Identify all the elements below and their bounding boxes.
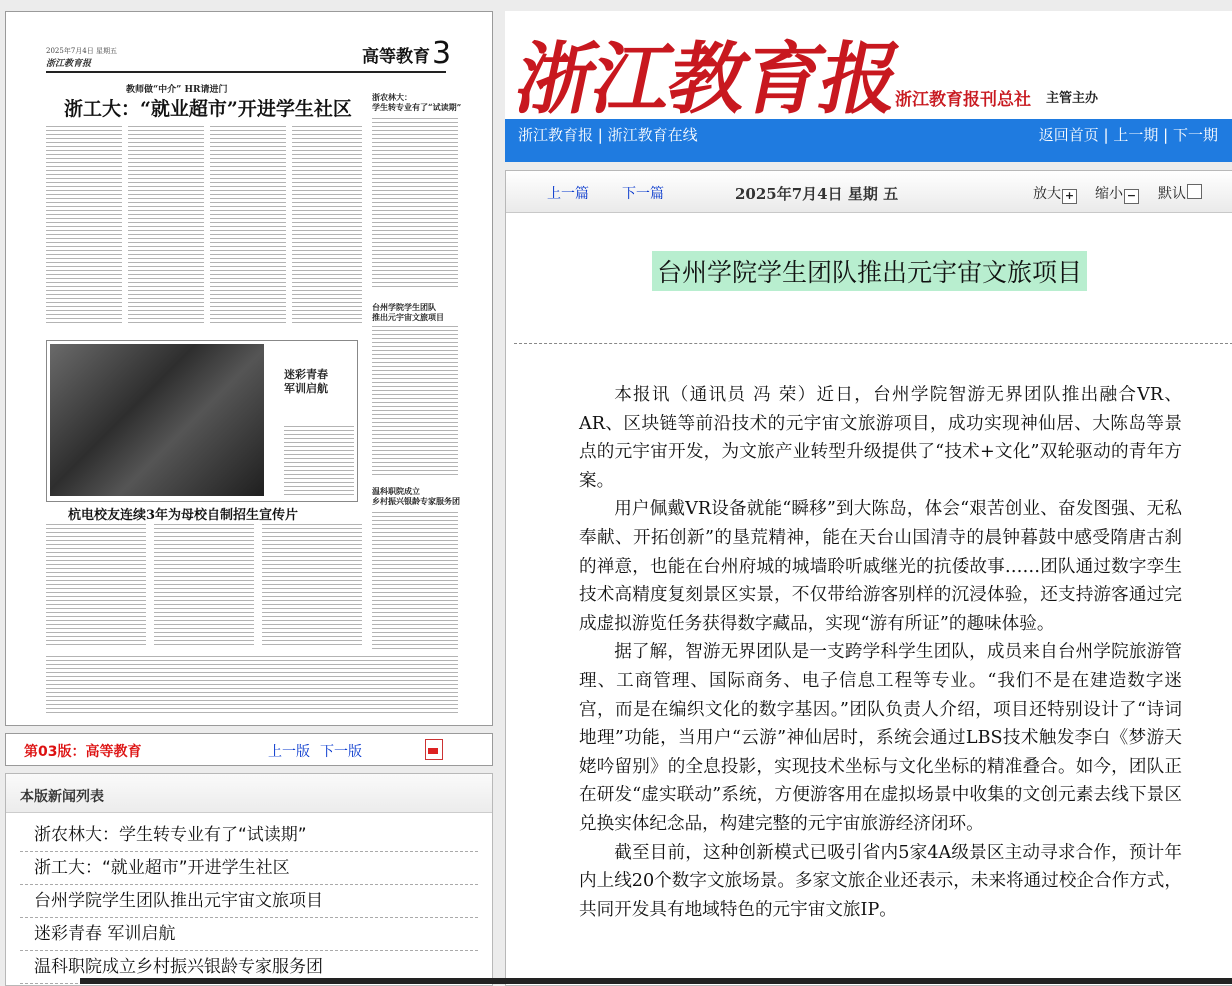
text-column: [292, 126, 362, 326]
story-headline[interactable]: 浙工大：“就业超市”开进学生社区: [64, 98, 352, 120]
plus-icon[interactable]: +: [1062, 189, 1077, 204]
article-paragraph: 本报讯（通讯员 冯 荣）近日，台州学院智游无界团队推出融合VR、AR、区块链等前沿技术的元宇宙文旅游项目，成功实现神仙居、大陈岛等景点的元宇宙开发，为文旅产业转型升级提供了“技术+文化”双轮驱动的青年方案。: [579, 385, 1182, 491]
text-column: [46, 126, 122, 326]
page-section-number: 3: [432, 36, 452, 71]
news-list-item-link[interactable]: 台州学院学生团队推出元宇宙文旅项目: [34, 891, 323, 911]
zoom-default-label: 默认: [1158, 186, 1186, 202]
home-link[interactable]: 返回首页: [1038, 126, 1099, 144]
edition-label: 第03版：高等教育: [24, 744, 142, 760]
news-list-item[interactable]: [20, 918, 478, 951]
text-column: [372, 326, 458, 476]
article-title: 台州学院学生团队推出元宇宙文旅项目: [652, 251, 1087, 291]
newspaper-page-thumbnail[interactable]: [5, 11, 493, 726]
page-masthead: 浙江教育报: [46, 59, 92, 69]
pdf-icon[interactable]: [425, 739, 443, 760]
logo-banner: [505, 11, 1232, 125]
newspaper-page-image[interactable]: [16, 26, 482, 716]
story-kicker: 教师做“中介” HR请进门: [126, 85, 228, 95]
checkbox-icon[interactable]: [1187, 184, 1202, 199]
prev-edition-link[interactable]: 上一版: [268, 744, 310, 760]
side-story-headline[interactable]: 温科职院成立 乡村振兴银龄专家服务团: [372, 486, 460, 506]
text-column: [46, 656, 458, 716]
edition-nav: [5, 733, 493, 766]
text-column: [128, 126, 204, 326]
article-title-wrap: [506, 251, 1232, 291]
article-paragraph: 据了解，智游无界团队是一支跨学科学生团队，成员来自台州学院旅游管理、工商管理、国际商务、电子信息工程等专业。“我们不是在建造数字迷宫，而是在编织文化的数字基因。”团队负责人介绍，项目还特别设计了“诗词地理”功能，当用户“云游”神仙居时，系统会通过LBS技术触发李白《梦游天姥吟留别》的全息投影，实现技术坐标与文化坐标的精准叠合。如今，团队正在研发“虚实联动”系统，方便游客用在虚拟场景中收集的文创元素去线下景区兑换实体纪念品，构建完整的元宇宙旅游经济闭环。: [579, 642, 1182, 834]
news-list-item[interactable]: [20, 885, 478, 918]
minus-icon[interactable]: −: [1124, 189, 1139, 204]
text-column: [262, 524, 362, 648]
publisher-name: 浙江教育报刊总社: [895, 90, 1031, 110]
side-story-headline[interactable]: 浙农林大： 学生转专业有了“试读期”: [372, 92, 462, 112]
newspaper-logo[interactable]: 浙江教育报: [507, 34, 908, 125]
zoom-in-label: 放大: [1033, 186, 1061, 202]
zoom-out-label: 缩小: [1095, 186, 1123, 202]
publisher-role: 主管主办: [1046, 91, 1099, 106]
page-rule: [46, 71, 446, 73]
page-section-title: 高等教育: [362, 47, 430, 67]
story-headline-2[interactable]: 杭电校友连续3年为母校自制招生宣传片: [68, 508, 299, 523]
news-list-title: 本版新闻列表: [20, 789, 104, 805]
page-date: 2025年7月4日 星期五: [46, 47, 117, 55]
military-training-photo[interactable]: [50, 344, 264, 496]
article-paragraph: 用户佩戴VR设备就能“瞬移”到大陈岛，体会“艰苦创业、奋发图强、无私奉献、开拓创新”的垦荒精神，能在天台山国清寺的晨钟暮鼓中感受隋唐古刹的禅意，也能在台州府城的城墙聆听戚继光的抗倭故事……团队通过数字孪生技术高精度复刻景区实景，不仅带给游客别样的沉浸体验，还支持游客通过完成虚拟游览任务获得数字藏品，实现“游有所证”的趣味体验。: [579, 499, 1182, 634]
title-divider: [514, 343, 1232, 344]
news-list-item-link[interactable]: 温科职院成立乡村振兴银龄专家服务团: [34, 957, 323, 977]
issue-nav: 返回首页 | 上一期 | 下一期: [1038, 126, 1218, 144]
window-bottom-edge: [80, 978, 1232, 984]
prev-article-link[interactable]: 上一篇: [547, 186, 589, 202]
news-list-item-link[interactable]: 浙工大：“就业超市”开进学生社区: [34, 858, 290, 878]
text-column: [372, 118, 458, 288]
prev-issue-link[interactable]: 上一期: [1113, 126, 1159, 144]
text-column: [372, 512, 458, 652]
article-panel: [505, 170, 1232, 986]
site-header: [505, 11, 1232, 162]
article-paragraph: 截至目前，这种创新模式已吸引省内5家4A级景区主动寻求合作，预计年内上线20个数字文旅场景。多家文旅企业还表示，未来将通过校企合作方式，共同开发具有地域特色的元宇宙文旅IP。: [579, 842, 1182, 920]
news-list-header: [6, 774, 492, 813]
news-list-item-link[interactable]: 浙农林大：学生转专业有了“试读期”: [34, 825, 307, 845]
issue-date: 2025年7月4日 星期 五: [735, 185, 899, 203]
news-list-item[interactable]: [20, 819, 478, 852]
next-issue-link[interactable]: 下一期: [1172, 126, 1218, 144]
next-edition-link[interactable]: 下一版: [320, 744, 362, 760]
text-column: [154, 524, 254, 648]
news-list-panel: [5, 773, 493, 986]
news-list-item-link[interactable]: 迷彩青春 军训启航: [34, 924, 176, 944]
zoom-in-button[interactable]: [1033, 183, 1077, 204]
next-article-link[interactable]: 下一篇: [622, 186, 664, 202]
text-column: [46, 524, 146, 648]
zoom-out-button[interactable]: [1095, 183, 1139, 204]
site-links[interactable]: 浙江教育报 | 浙江教育在线: [518, 126, 698, 144]
photo-caption: 迷彩青春 军训启航: [284, 368, 328, 395]
side-story-headline[interactable]: 台州学院学生团队 推出元宇宙文旅项目: [372, 302, 444, 322]
news-list-item[interactable]: [20, 852, 478, 885]
article-body: [579, 381, 1182, 924]
text-column: [210, 126, 286, 326]
zoom-default-button[interactable]: [1158, 183, 1202, 203]
article-toolbar: [506, 171, 1232, 213]
